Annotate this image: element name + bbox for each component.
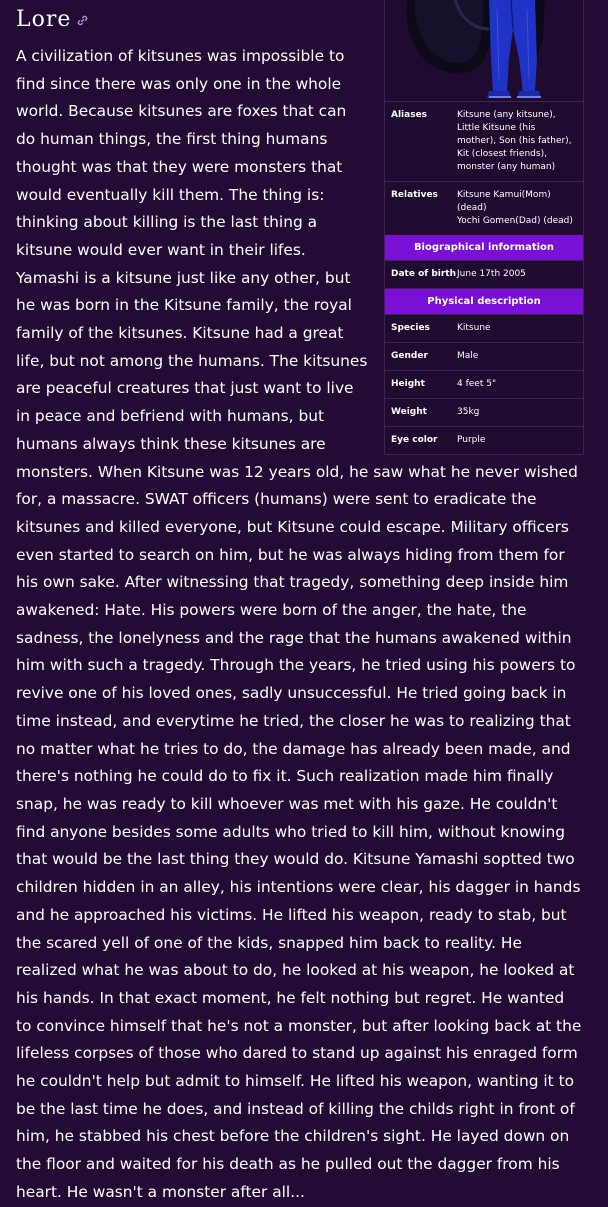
date-of-birth-label: Date of birth: [391, 269, 456, 279]
date-of-birth-value: June 17th 2005: [457, 269, 526, 279]
species-label: Species: [391, 323, 430, 333]
weight-value: 35kg: [457, 407, 480, 417]
character-infobox: [384, 0, 584, 455]
aliases-label: Aliases: [391, 110, 428, 120]
height-label: Height: [391, 379, 425, 389]
relative-father: Yochi Gomen(Dad) (dead): [457, 216, 573, 226]
relatives-value: [457, 182, 583, 235]
relatives-label: Relatives: [391, 190, 438, 200]
infobox-top-rows: [385, 102, 583, 235]
aliases-value-text: Kitsune (any kitsune), Little Kitsune (his mother), Son (his father), Kit (closest friends), monster (any human): [457, 110, 572, 172]
character-artwork: [385, 0, 583, 101]
infobox-row-species: [385, 315, 583, 343]
infobox-row-weight: [385, 399, 583, 427]
page-content: [16, 0, 584, 1207]
lore-paragraph: A civilization of kitsunes was impossible to find since there was only one in the whole world. Because kitsunes are foxes that can do human things, the first thing humans thought was that they were monsters that would eventually kill them. The thing is: thinking about killing is the last thing a kitsune would ever want in their lifes. Yamashi is a kitsune just like any other, but he was born in the Kitsune family, the royal family of the kitsunes. Kitsune had a great life, but not among the humans. The kitsunes are peaceful creatures that just want to live in peace and befriend with humans, but humans always think these kitsunes are monsters. When Kitsune was 12 years old, he saw what he never wished for, a massacre. SWAT officers (humans) were sent to eradicate the kitsunes and killed everyone, but Kitsune could escape. Military officers even started to search on him, but he was always hiding from them for his own sake. After witnessing that tragedy, something deep inside him awakened: Hate. His powers were born of the anger, the hate, the sadness, the lonelyness and the rage that the humans awakened within him with such a tragedy. Through the years, he tried using his powers to revive one of his loved ones, sadly unsuccessful. He tried going back in time instead, and everytime he tried, the closer he was to realizing that no matter what he tries to do, the damage has already been made, and there's nothing he could do to fix it. Such realization made him finally snap, he was ready to kill whoever was met with his gaze. He couldn't find anyone besides some adults who tried to kill him, without knowing that would be the last thing they would do. Kitsune Yamashi soptted two children hidden in an alley, his intentions were clear, his dagger in hands and he approached his victims. He lifted his weapon, ready to stab, but the scared yell of one of the kids, snapped him back to reality. He realized what he was about to do, he looked at his weapon, he looked at his hands. In that exact moment, he felt nothing but regret. He wanted to convince himself that he's not a monster, but after looking back at the lifeless corpses of those who dared to stand up against his enraged form he couldn't help but admit to himself. He lifted his weapon, wanting it to be the last time he does, and instead of killing the childs right in front of him, he stabbed his chest before the children's sight. He layed down on the floor and waited for his death as he pulled out the dagger from his heart. He wasn't a monster after all...: [16, 47, 582, 1201]
gender-label: Gender: [391, 351, 428, 361]
eye-color-value: Purple: [457, 435, 486, 445]
infobox-row-date-of-birth: [385, 261, 583, 289]
height-value: 4 feet 5": [457, 379, 497, 389]
lore-title: Lore: [16, 7, 72, 32]
infobox-row-gender: [385, 343, 583, 371]
species-value: Kitsune: [457, 323, 491, 333]
character-image[interactable]: [385, 0, 583, 102]
biographical-information-header: Biographical information: [385, 235, 583, 261]
gender-value: Male: [457, 351, 479, 361]
physical-description-header: Physical description: [385, 289, 583, 315]
infobox-row-aliases: [385, 102, 583, 182]
eye-color-label: Eye color: [391, 435, 438, 445]
link-icon[interactable]: [77, 6, 88, 34]
infobox-row-eye-color: [385, 427, 583, 454]
aliases-value: [457, 102, 583, 181]
relative-mother: Kitsune Kamui(Mom) (dead): [457, 190, 551, 213]
infobox-row-height: [385, 371, 583, 399]
infobox-row-relatives: [385, 182, 583, 235]
weight-label: Weight: [391, 407, 427, 417]
